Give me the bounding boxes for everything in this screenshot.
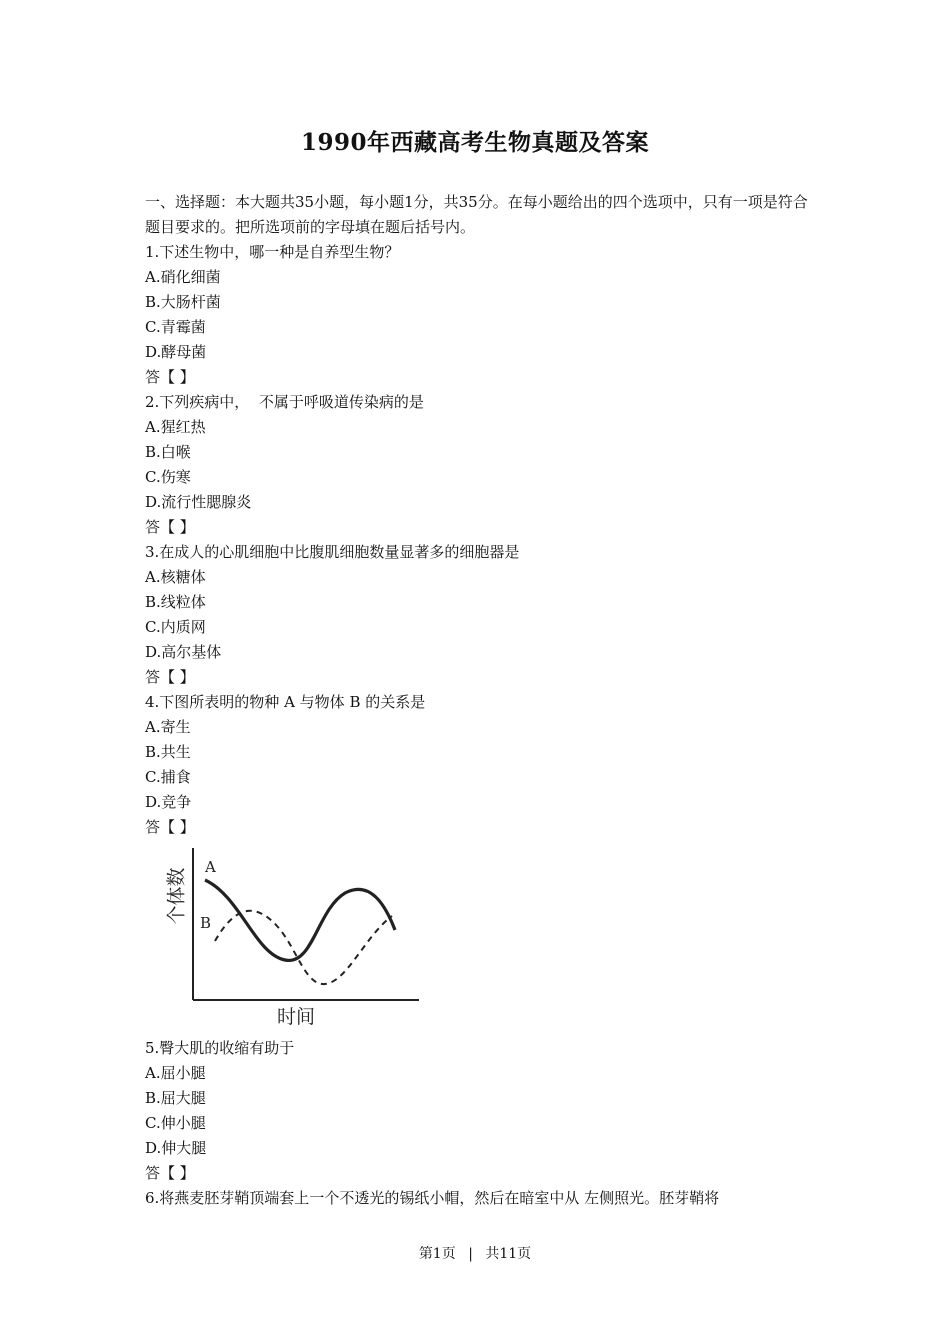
population-figure <box>165 836 435 1031</box>
question-stem: 4.下图所表明的物种 A 与物体 B 的关系是 <box>145 693 426 711</box>
population-curves-diagram <box>165 836 435 1031</box>
series-b-label: B <box>200 914 212 932</box>
footer-separator: | <box>468 1246 473 1262</box>
option-a: A.硝化细菌 <box>145 268 221 286</box>
option-b: B.线粒体 <box>145 593 206 611</box>
page-footer <box>0 1243 950 1263</box>
option-b: B.白喉 <box>145 443 191 461</box>
question-stem: 3.在成人的心肌细胞中比腹肌细胞数量显著多的细胞器是 <box>145 543 520 561</box>
option-a: A.屈小腿 <box>145 1064 206 1082</box>
page-total: 共11页 <box>485 1246 532 1262</box>
question-5 <box>145 1036 810 1186</box>
x-axis-label: 时间 <box>277 1006 316 1028</box>
option-a: A.寄生 <box>145 718 191 736</box>
option-a: A.核糖体 <box>145 568 206 586</box>
option-d: D.竞争 <box>145 793 192 811</box>
answer-bracket: 答【 】 <box>145 368 195 386</box>
option-c: C.捕食 <box>145 768 191 786</box>
answer-bracket: 答【 】 <box>145 518 195 536</box>
question-block-5-6 <box>145 1036 810 1211</box>
question-stem: 6.将燕麦胚芽鞘顶端套上一个不透光的锡纸小帽，然后在暗室中从 左侧照光。胚芽鞘将 <box>145 1189 720 1207</box>
section-intro: 一、选择题：本大题共35小题，每小题1分，共35分。在每小题给出的四个选项中，只有一项是符合题目要求的。把所选项前的字母填在题后括号内。 <box>145 193 808 236</box>
option-b: B.共生 <box>145 743 191 761</box>
question-2 <box>145 390 810 540</box>
option-b: B.大肠杆菌 <box>145 293 221 311</box>
series-a-curve <box>205 880 395 960</box>
question-stem: 2.下列疾病中， 不属于呼吸道传染病的是 <box>145 393 424 411</box>
option-d: D.流行性腮腺炎 <box>145 493 252 511</box>
option-c: C.伤寒 <box>145 468 191 486</box>
question-1 <box>145 240 810 390</box>
question-3 <box>145 540 810 690</box>
option-b: B.屈大腿 <box>145 1089 206 1107</box>
option-a: A.猩红热 <box>145 418 206 436</box>
option-c: C.青霉菌 <box>145 318 206 336</box>
question-6 <box>145 1186 810 1211</box>
page-number: 第1页 <box>418 1246 456 1262</box>
option-c: C.内质网 <box>145 618 206 636</box>
option-c: C.伸小腿 <box>145 1114 206 1132</box>
answer-bracket: 答【 】 <box>145 818 195 836</box>
question-4 <box>145 690 810 840</box>
series-b-curve <box>215 911 392 984</box>
document-title: 1990年西藏高考生物真题及答案 <box>300 129 649 156</box>
option-d: D.伸大腿 <box>145 1139 207 1157</box>
question-stem: 5.臀大肌的收缩有助于 <box>145 1039 295 1057</box>
option-d: D.高尔基体 <box>145 643 222 661</box>
question-stem: 1.下述生物中，哪一种是自养型生物？ <box>145 243 400 261</box>
answer-bracket: 答【 】 <box>145 1164 195 1182</box>
question-block-1-4 <box>145 190 810 840</box>
series-a-label: A <box>205 858 216 876</box>
y-axis-label: 个体数 <box>165 867 188 925</box>
option-d: D.酵母菌 <box>145 343 207 361</box>
answer-bracket: 答【 】 <box>145 668 195 686</box>
